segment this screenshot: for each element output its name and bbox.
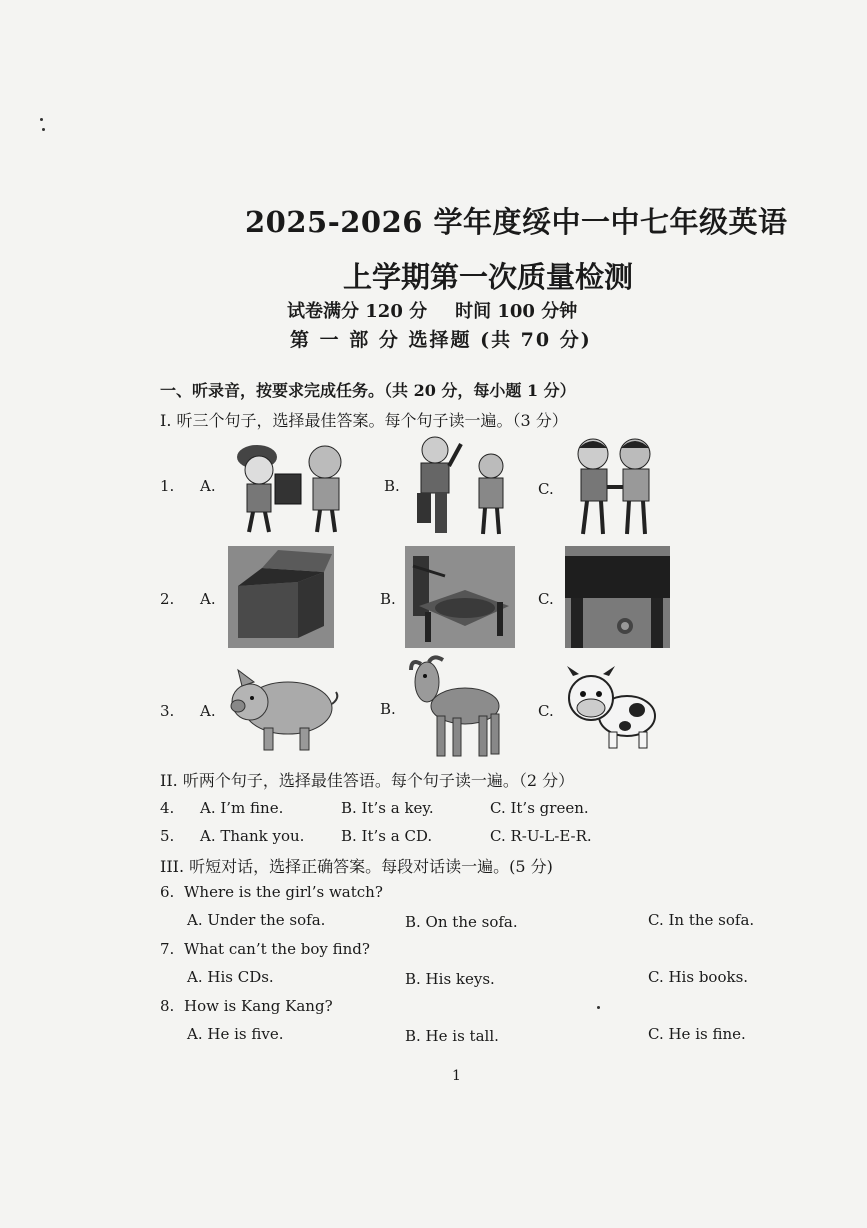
kids-with-bag-picture: [225, 432, 360, 537]
stray-mark: [597, 1006, 600, 1009]
table-picture: [565, 546, 670, 648]
question-text: How is Kang Kang?: [184, 997, 333, 1015]
option-label: C.: [538, 590, 554, 608]
option-text: B. His keys.: [405, 970, 495, 988]
subsection-3-heading: III. 听短对话，选择正确答案。每段对话读一遍。(5 分): [160, 857, 553, 876]
option-label: B.: [380, 700, 396, 718]
option-text: C. His books.: [648, 968, 749, 986]
option-label: A.: [200, 477, 216, 495]
goat-picture: [405, 654, 505, 762]
option-text: B. On the sofa.: [405, 913, 518, 931]
option-label: A.: [200, 702, 216, 720]
option-label: C.: [538, 480, 554, 498]
option-text: A. He is five.: [187, 1025, 284, 1043]
question-number: 4.: [160, 799, 175, 817]
full-score: 试卷满分 120 分: [287, 301, 428, 322]
exam-meta: [287, 297, 577, 323]
option-text: A. Under the sofa.: [187, 911, 326, 929]
question-number: 5.: [160, 827, 175, 845]
exam-title-line2: 上学期第一次质量检测: [343, 260, 634, 294]
option-text: C. R-U-L-E-R.: [490, 827, 592, 845]
option-text: A. Thank you.: [200, 827, 305, 845]
option-text: A. I’m fine.: [200, 799, 284, 817]
question-text: What can’t the boy find?: [184, 940, 370, 958]
exam-time: 时间 100 分钟: [455, 301, 578, 322]
question-number: 1.: [160, 477, 175, 495]
option-label: C.: [538, 702, 554, 720]
question-number: 3.: [160, 702, 175, 720]
option-label: A.: [200, 590, 216, 608]
page-number: 1: [452, 1068, 461, 1084]
cow-picture: [565, 660, 660, 755]
box-picture: [228, 546, 334, 648]
option-text: A. His CDs.: [187, 968, 274, 986]
option-text: B. It’s a CD.: [341, 827, 433, 845]
option-label: B.: [384, 477, 400, 495]
stray-mark: [42, 128, 45, 131]
stray-mark: [40, 118, 43, 121]
boys-shaking-hands-picture: [565, 432, 665, 542]
bed-picture: [405, 546, 515, 648]
section-heading: 一、听录音，按要求完成任务。（共 20 分，每小题 1 分）: [160, 381, 576, 400]
question-number: 7.: [160, 940, 175, 958]
option-text: C. He is fine.: [648, 1025, 746, 1043]
option-text: C. It’s green.: [490, 799, 589, 817]
question-number: 6.: [160, 883, 175, 901]
pig-picture: [228, 660, 340, 755]
subsection-2-heading: II. 听两个句子，选择最佳答语。每个句子读一遍。（2 分）: [160, 771, 575, 790]
subsection-1-heading: I. 听三个句子，选择最佳答案。每个句子读一遍。（3 分）: [160, 411, 568, 430]
question-number: 8.: [160, 997, 175, 1015]
exam-title-line1: 2025-2026 学年度绥中一中七年级英语: [245, 205, 788, 239]
question-text: Where is the girl’s watch?: [184, 883, 383, 901]
option-label: B.: [380, 590, 396, 608]
option-text: B. It’s a key.: [341, 799, 434, 817]
part-heading: 第 一 部 分 选择题 (共 70 分): [290, 329, 592, 351]
option-text: B. He is tall.: [405, 1027, 499, 1045]
option-text: C. In the sofa.: [648, 911, 755, 929]
question-number: 2.: [160, 590, 175, 608]
boys-waving-picture: [405, 432, 520, 542]
